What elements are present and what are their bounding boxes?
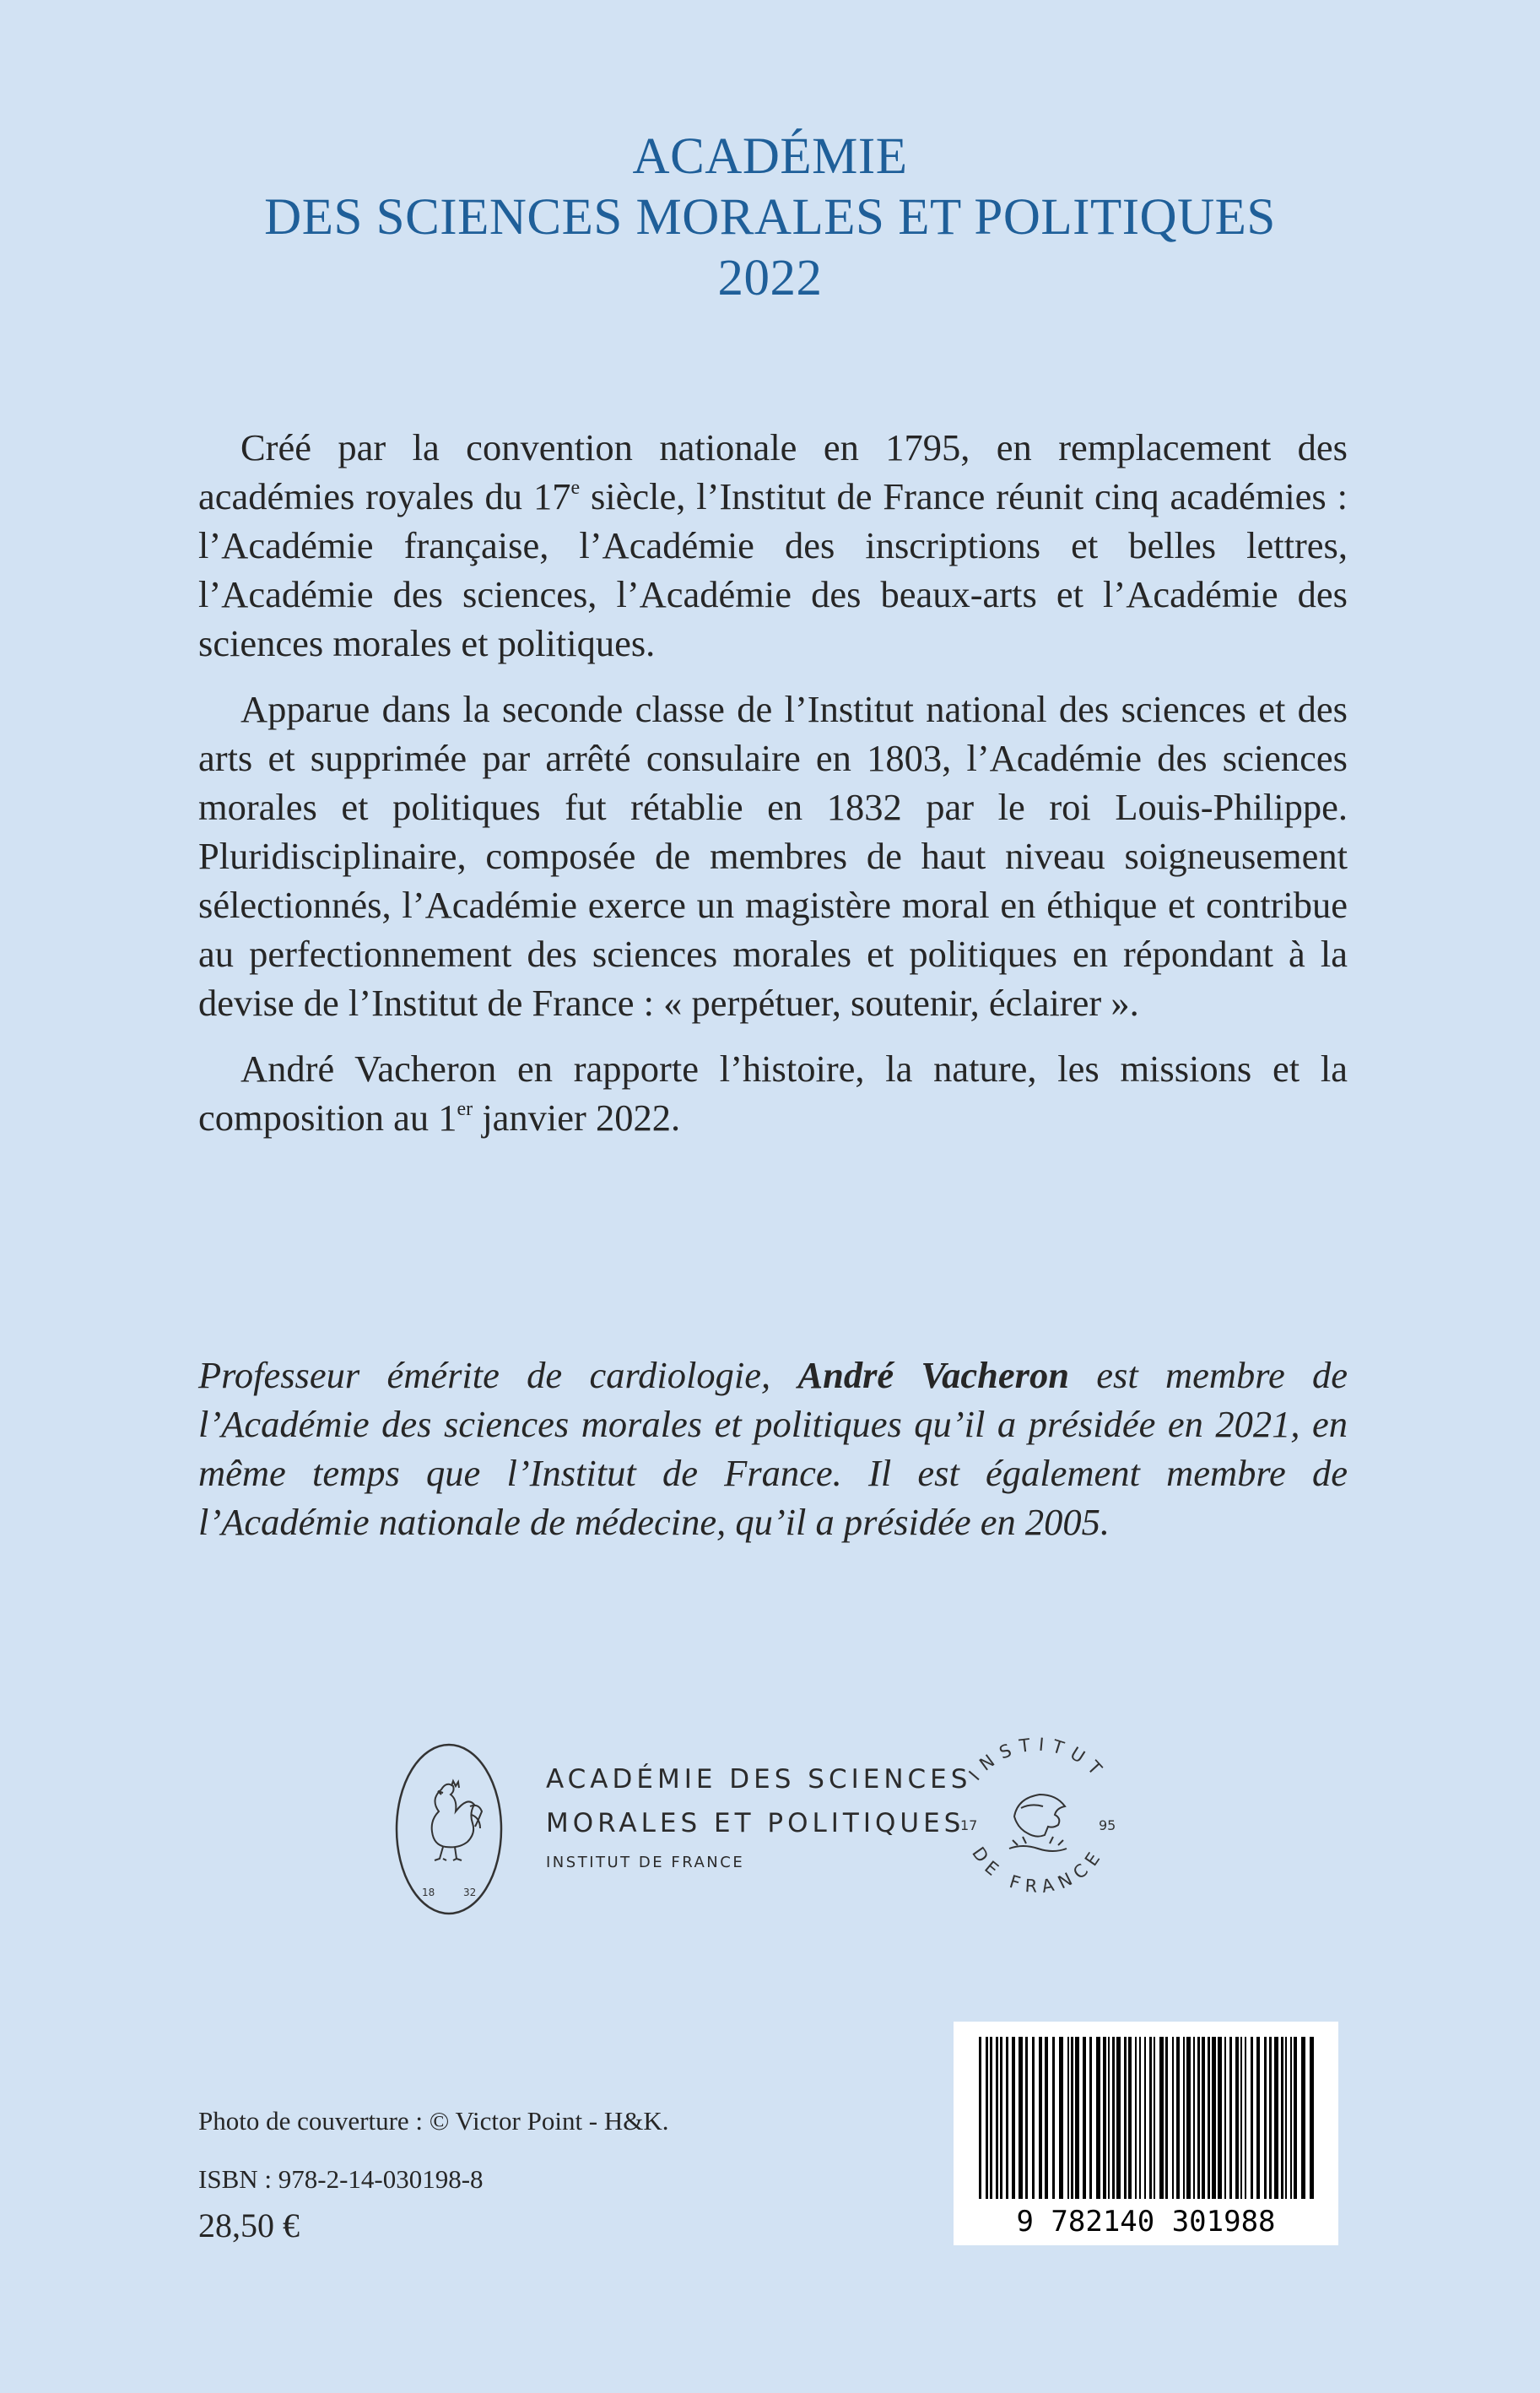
wordmark-line-1: ACADÉMIE DES SCIENCES — [546, 1764, 972, 1795]
barcode-bar — [1052, 2037, 1055, 2199]
book-title — [0, 127, 1540, 309]
isbn-number: ISBN : 978-2-14-030198-8 — [198, 2164, 484, 2194]
barcode-bar — [1149, 2037, 1152, 2199]
barcode-bar — [1310, 2037, 1314, 2199]
barcode-box — [954, 2022, 1338, 2245]
blurb-paragraph-2: Apparue dans la seconde classe de l’Institut national des sciences et des arts et supprimée par arrêté consulaire en 1803, l’Académie des sciences morales et politiques fut rétablie en 1832 par le roi Louis-Philippe. Pluridisciplinaire, composée de membres de haut niveau soigneusement sélectionnés, l’Académie exerce un magistère moral en éthique et contribue au perfectionnement des sciences morales et politiques en répondant à la devise de l’Institut de France : « perpétuer, soutenir, éclairer ». — [198, 688, 1348, 1024]
barcode-bar — [1067, 2037, 1069, 2199]
barcode-bar — [1116, 2037, 1121, 2199]
title-line-2: DES SCIENCES MORALES ET POLITIQUES — [264, 189, 1276, 246]
barcode-bar — [1165, 2037, 1168, 2199]
barcode-bar — [1128, 2037, 1132, 2199]
barcode-bar — [1108, 2037, 1110, 2199]
back-cover-blurb — [198, 423, 1348, 1159]
barcode-bar — [979, 2037, 981, 2199]
rooster-icon — [432, 1781, 482, 1860]
seal-text-top: INSTITUT — [965, 1734, 1111, 1785]
barcode-digits: 9 782140 301988 — [1016, 2205, 1276, 2239]
svg-text:INSTITUT — [965, 1734, 1111, 1784]
title-line-3: 2022 — [717, 250, 823, 306]
barcode-bar — [1274, 2037, 1278, 2199]
wordmark-line-3: INSTITUT DE FRANCE — [546, 1854, 745, 1871]
blurb-paragraph-1: Créé par la convention nationale en 1795, en remplacement des académies royales du 17e siècle, l’Institut de France réunit cinq académies : l’Académie française, l’Académie des inscriptions et belles lettres, l’Académie des sciences, l’Académie des beaux-arts et l’Académie des sciences morales et politiques. — [198, 426, 1348, 664]
price: 28,50 € — [198, 2206, 300, 2244]
barcode-bar — [1103, 2037, 1106, 2199]
logo-year-left: 18 — [422, 1887, 435, 1898]
barcode-bar — [1000, 2037, 1002, 2199]
barcode-bar — [1294, 2037, 1297, 2199]
isbn-barcode — [954, 2022, 1338, 2245]
barcode-bar — [1197, 2037, 1200, 2199]
minerva-head-icon — [1009, 1795, 1067, 1851]
barcode-bar — [1290, 2037, 1292, 2199]
barcode-bar — [1251, 2037, 1253, 2199]
barcode-bar — [1112, 2037, 1115, 2199]
barcode-bar — [1032, 2037, 1035, 2199]
barcode-bar — [1159, 2037, 1164, 2199]
barcode-bar — [1075, 2037, 1079, 2199]
barcode-bar — [1245, 2037, 1246, 2199]
barcode-bar — [1139, 2037, 1141, 2199]
barcode-bar — [990, 2037, 992, 2199]
academie-logo — [392, 1739, 506, 1920]
wordmark-line-2: MORALES ET POLITIQUES — [546, 1808, 965, 1838]
barcode-bar — [1012, 2037, 1015, 2199]
barcode-bar — [1256, 2037, 1260, 2199]
cover-photo-credit: Photo de couverture : © Victor Point - H&K. — [198, 2106, 669, 2136]
academie-wordmark — [546, 1757, 971, 1876]
blurb-paragraph-3: André Vacheron en rapporte l’histoire, la nature, les missions et la composition au 1er janvier 2022. — [198, 1048, 1348, 1139]
author-bio: Professeur émérite de cardiologie, André Vacheron est membre de l’Académie des sciences morales et politiques qu’il a présidée en 2021, en même temps que l’Institut de France. Il est également membre de l’Académie nationale de médecine, qu’il a présidée en 2005. — [198, 1354, 1348, 1543]
barcode-bar — [1172, 2037, 1174, 2199]
barcode-bar — [1212, 2037, 1216, 2199]
barcode-bar — [1059, 2037, 1063, 2199]
barcode-bar — [1144, 2037, 1146, 2199]
barcode-bar — [1045, 2037, 1048, 2199]
barcode-bar — [1281, 2037, 1283, 2199]
barcode-bar — [1202, 2037, 1205, 2199]
svg-text:DE FRANCE — [968, 1843, 1108, 1897]
barcode-bar — [1006, 2037, 1008, 2199]
barcode-bar — [1218, 2037, 1222, 2199]
barcode-bar — [1208, 2037, 1210, 2199]
barcode-bar — [1193, 2037, 1195, 2199]
title-line-1: ACADÉMIE — [632, 128, 908, 185]
barcode-bar — [1183, 2037, 1185, 2199]
barcode-bar — [1240, 2037, 1242, 2199]
barcode-bar — [996, 2037, 998, 2199]
barcode-bar — [1083, 2037, 1086, 2199]
barcode-bar — [1235, 2037, 1239, 2199]
barcode-bar — [1229, 2037, 1232, 2199]
barcode-bar — [1285, 2037, 1287, 2199]
barcode-bar — [1301, 2037, 1305, 2199]
seal-year-right: 95 — [1099, 1817, 1116, 1833]
barcode-bar — [1176, 2037, 1180, 2199]
barcode-bar — [1269, 2037, 1272, 2199]
barcode-bar — [1071, 2037, 1073, 2199]
barcode-bar — [1124, 2037, 1127, 2199]
barcode-bar — [1264, 2037, 1267, 2199]
barcode-bar — [1019, 2037, 1023, 2199]
barcode-bar — [1096, 2037, 1100, 2199]
barcode-bar — [1135, 2037, 1137, 2199]
barcode-bar — [1025, 2037, 1028, 2199]
seal-year-left: 17 — [960, 1817, 978, 1833]
barcode-bar — [1039, 2037, 1042, 2199]
institut-de-france-seal — [937, 1722, 1139, 1925]
barcode-bar — [1089, 2037, 1092, 2199]
logo-year-right: 32 — [463, 1887, 477, 1898]
barcode-bar — [1154, 2037, 1155, 2199]
barcode-bar — [1224, 2037, 1226, 2199]
seal-text-bottom: DE FRANCE — [968, 1843, 1108, 1898]
barcode-bar — [1186, 2037, 1191, 2199]
barcode-bar — [986, 2037, 988, 2199]
author-name: André Vacheron — [797, 1354, 1069, 1396]
